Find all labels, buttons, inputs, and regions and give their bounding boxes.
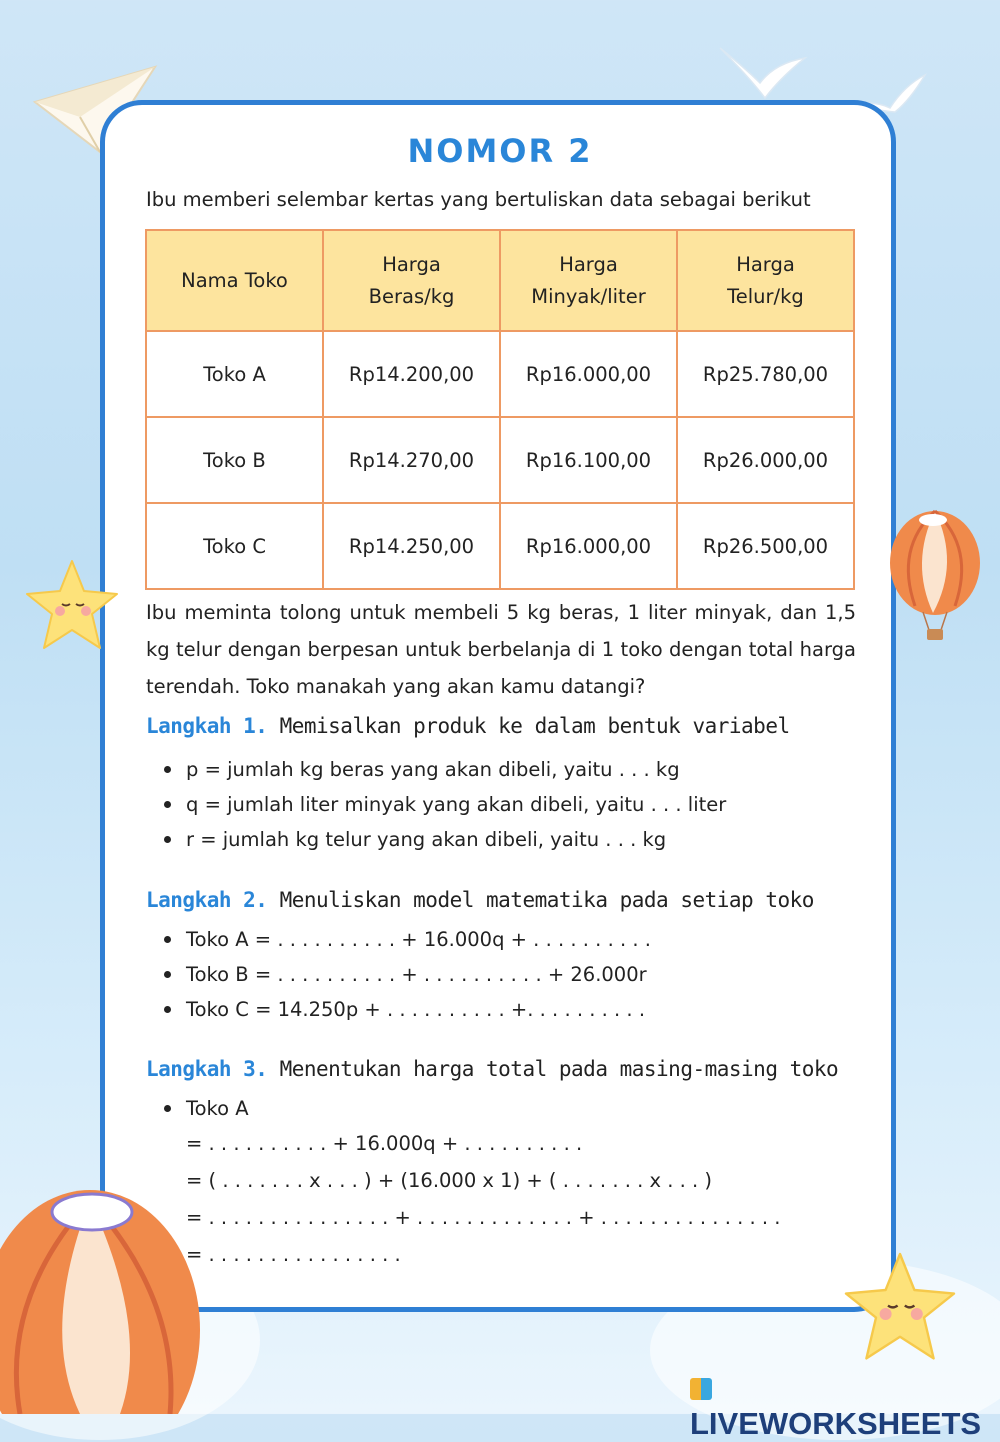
step-1-heading (146, 714, 790, 738)
list-item: p = jumlah kg beras yang akan dibeli, yaitu . . . kg (164, 752, 726, 787)
table-cell: Rp16.000,00 (500, 503, 677, 589)
bird-icon (715, 38, 810, 108)
table-cell: Rp25.780,00 (677, 331, 854, 417)
step-3-calculation (186, 1125, 780, 1273)
calc-line: = . . . . . . . . . . + 16.000q + . . . . . . . . . . (186, 1132, 583, 1155)
star-icon (22, 556, 122, 656)
table-cell: Toko B (146, 417, 323, 503)
price-table (145, 229, 855, 590)
table-row (146, 417, 854, 503)
question-text: Ibu meminta tolong untuk membeli 5 kg beras, 1 liter minyak, dan 1,5 kg telur dengan berpesan untuk berbelanja di 1 toko dengan total harga terendah. Toko manakah yang akan kamu datangi? (146, 601, 856, 698)
header-cell: Harga Beras/kg (323, 230, 500, 331)
step-2-heading (146, 888, 814, 912)
list-item: Toko A = . . . . . . . . . . + 16.000q + . . . . . . . . . . (164, 922, 651, 957)
star-icon (840, 1248, 960, 1368)
step-3-text: Menentukan harga total pada masing-masing toko (279, 1057, 839, 1081)
table-cell: Rp14.200,00 (323, 331, 500, 417)
step-2-label: Langkah 2. (146, 888, 268, 912)
list-item: Toko B = . . . . . . . . . . + . . . . . . . . . . + 26.000r (164, 957, 651, 992)
table-cell: Rp26.500,00 (677, 503, 854, 589)
list-item: Toko A (164, 1091, 249, 1126)
header-cell: Harga Minyak/liter (500, 230, 677, 331)
list-item: q = jumlah liter minyak yang akan dibeli, yaitu . . . liter (164, 787, 726, 822)
step-1-text: Memisalkan produk ke dalam bentuk variabel (279, 714, 790, 738)
step-2-list (164, 922, 651, 1027)
calc-line: = . . . . . . . . . . . . . . . . (186, 1243, 401, 1266)
table-cell: Rp16.100,00 (500, 417, 677, 503)
step-3-heading (146, 1057, 838, 1081)
table-cell: Rp14.270,00 (323, 417, 500, 503)
table-row (146, 331, 854, 417)
calc-line: = . . . . . . . . . . . . . . . + . . . . . . . . . . . . . + . . . . . . . . . . . . . . . (186, 1206, 781, 1229)
table-row (146, 503, 854, 589)
list-item: r = jumlah kg telur yang akan dibeli, yaitu . . . kg (164, 822, 726, 857)
step-1-label: Langkah 1. (146, 714, 268, 738)
step-3-label: Langkah 3. (146, 1057, 268, 1081)
liveworksheets-logo: LIVEWORKSHEETS (690, 1370, 1000, 1442)
list-item: Toko C = 14.250p + . . . . . . . . . . +. . . . . . . . . . (164, 992, 651, 1027)
table-cell: Rp26.000,00 (677, 417, 854, 503)
table-cell: Toko A (146, 331, 323, 417)
table-cell: Rp14.250,00 (323, 503, 500, 589)
intro-text: Ibu memberi selembar kertas yang bertuliskan data sebagai berikut (146, 188, 811, 211)
logo-icon (690, 1378, 712, 1400)
step-2-text: Menuliskan model matematika pada setiap toko (279, 888, 814, 912)
table-header-row (146, 230, 854, 331)
page-title: NOMOR 2 (407, 132, 593, 170)
header-cell: Harga Telur/kg (677, 230, 854, 331)
table-cell: Toko C (146, 503, 323, 589)
hot-air-balloon-icon (0, 1180, 210, 1414)
header-cell: Nama Toko (146, 230, 323, 331)
step-3-list (164, 1091, 249, 1126)
hot-air-balloon-icon (885, 508, 985, 648)
table-cell: Rp16.000,00 (500, 331, 677, 417)
calc-line: = ( . . . . . . . x . . . ) + (16.000 x 1) + ( . . . . . . . x . . . ) (186, 1169, 713, 1192)
step-1-list (164, 752, 726, 857)
